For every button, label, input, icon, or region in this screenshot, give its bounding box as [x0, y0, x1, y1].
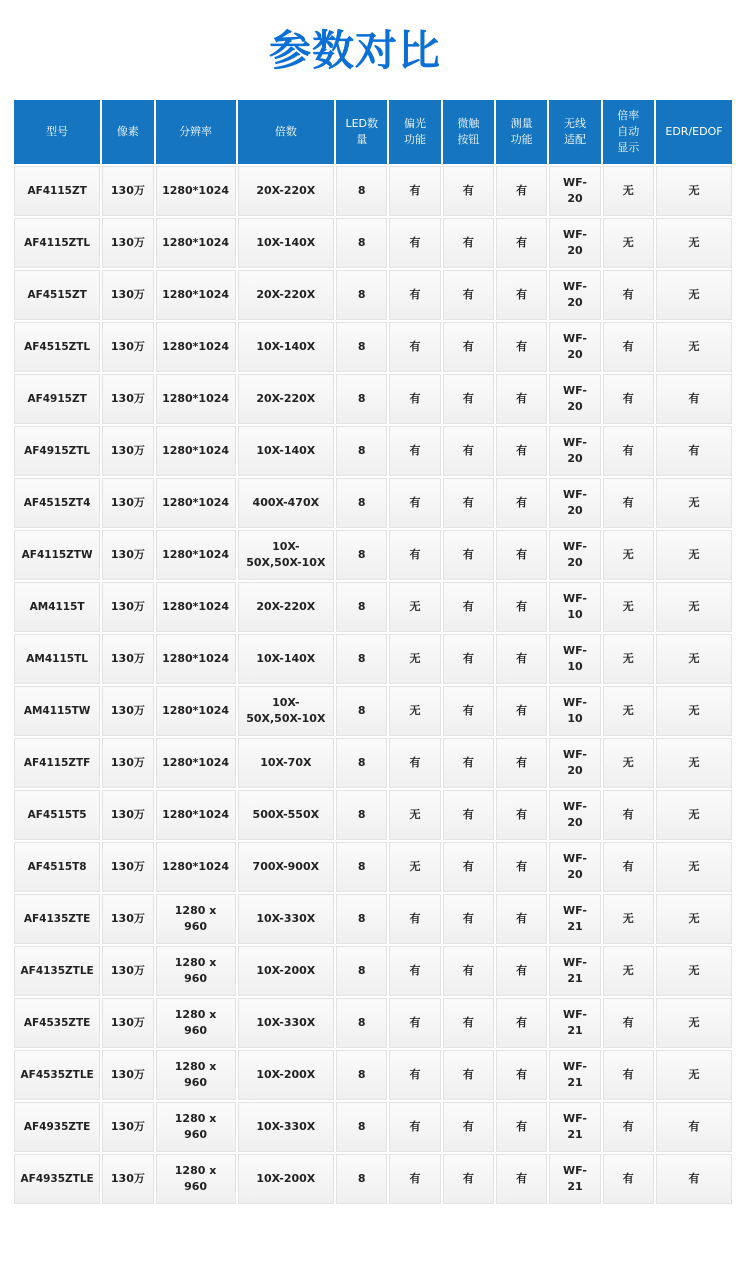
- table-row: [14, 374, 732, 424]
- cell-pixels: 130万: [102, 842, 153, 892]
- cell-polarizer: 无: [389, 582, 440, 632]
- cell-resolution: 1280*1024: [156, 530, 236, 580]
- cell-auto-magnification-display: 有: [603, 1102, 654, 1152]
- cell-pixels: 130万: [102, 634, 153, 684]
- cell-auto-magnification-display: 有: [603, 426, 654, 476]
- cell-measurement: 有: [496, 738, 547, 788]
- cell-led-count: 8: [336, 374, 387, 424]
- cell-model: AF4515T8: [14, 842, 100, 892]
- header-row: [14, 100, 732, 164]
- cell-auto-magnification-display: 无: [603, 946, 654, 996]
- cell-pixels: 130万: [102, 738, 153, 788]
- cell-polarizer: 有: [389, 322, 440, 372]
- cell-measurement: 有: [496, 582, 547, 632]
- cell-auto-magnification-display: 有: [603, 270, 654, 320]
- table-row: [14, 634, 732, 684]
- column-header-led-count: LED数 量: [336, 100, 387, 164]
- cell-edr-edof: 有: [656, 374, 732, 424]
- cell-auto-magnification-display: 有: [603, 842, 654, 892]
- cell-model: AF4535ZTLE: [14, 1050, 100, 1100]
- table-row: [14, 1050, 732, 1100]
- cell-resolution: 1280*1024: [156, 478, 236, 528]
- table-row: [14, 218, 732, 268]
- column-header-auto-magnification-display: 倍率 自动 显示: [603, 100, 654, 164]
- cell-measurement: 有: [496, 270, 547, 320]
- cell-edr-edof: 无: [656, 530, 732, 580]
- cell-polarizer: 有: [389, 426, 440, 476]
- cell-model: AM4115T: [14, 582, 100, 632]
- cell-pixels: 130万: [102, 1050, 153, 1100]
- cell-measurement: 有: [496, 842, 547, 892]
- cell-auto-magnification-display: 有: [603, 1050, 654, 1100]
- cell-measurement: 有: [496, 426, 547, 476]
- cell-model: AF4915ZT: [14, 374, 100, 424]
- cell-led-count: 8: [336, 894, 387, 944]
- cell-micro-touch-button: 有: [443, 790, 494, 840]
- cell-edr-edof: 无: [656, 1050, 732, 1100]
- table-row: [14, 582, 732, 632]
- cell-edr-edof: 无: [656, 686, 732, 736]
- cell-pixels: 130万: [102, 790, 153, 840]
- cell-magnification: 10X-330X: [238, 894, 334, 944]
- cell-wireless-adapter: WF- 21: [549, 1050, 600, 1100]
- cell-auto-magnification-display: 无: [603, 530, 654, 580]
- cell-pixels: 130万: [102, 218, 153, 268]
- cell-magnification: 10X-140X: [238, 218, 334, 268]
- cell-resolution: 1280*1024: [156, 738, 236, 788]
- cell-model: AF4515ZT4: [14, 478, 100, 528]
- cell-led-count: 8: [336, 790, 387, 840]
- cell-wireless-adapter: WF- 20: [549, 322, 600, 372]
- cell-auto-magnification-display: 有: [603, 998, 654, 1048]
- cell-magnification: 10X-330X: [238, 998, 334, 1048]
- cell-auto-magnification-display: 无: [603, 738, 654, 788]
- cell-polarizer: 有: [389, 738, 440, 788]
- table-row: [14, 842, 732, 892]
- cell-micro-touch-button: 有: [443, 634, 494, 684]
- cell-wireless-adapter: WF- 10: [549, 686, 600, 736]
- cell-model: AF4115ZTF: [14, 738, 100, 788]
- cell-pixels: 130万: [102, 1102, 153, 1152]
- table-row: [14, 946, 732, 996]
- cell-edr-edof: 无: [656, 218, 732, 268]
- cell-pixels: 130万: [102, 582, 153, 632]
- cell-wireless-adapter: WF- 20: [549, 478, 600, 528]
- cell-polarizer: 有: [389, 374, 440, 424]
- table-body: [14, 166, 732, 1204]
- cell-edr-edof: 无: [656, 738, 732, 788]
- cell-polarizer: 有: [389, 270, 440, 320]
- cell-resolution: 1280*1024: [156, 426, 236, 476]
- cell-magnification: 10X-140X: [238, 322, 334, 372]
- cell-magnification: 10X- 50X,50X-10X: [238, 530, 334, 580]
- cell-model: AF4935ZTLE: [14, 1154, 100, 1204]
- cell-wireless-adapter: WF- 10: [549, 634, 600, 684]
- cell-auto-magnification-display: 无: [603, 686, 654, 736]
- table-row: [14, 322, 732, 372]
- cell-pixels: 130万: [102, 946, 153, 996]
- cell-wireless-adapter: WF- 21: [549, 1102, 600, 1152]
- cell-wireless-adapter: WF- 20: [549, 166, 600, 216]
- cell-led-count: 8: [336, 738, 387, 788]
- cell-edr-edof: 有: [656, 426, 732, 476]
- table-row: [14, 686, 732, 736]
- cell-resolution: 1280*1024: [156, 842, 236, 892]
- cell-measurement: 有: [496, 478, 547, 528]
- cell-edr-edof: 无: [656, 270, 732, 320]
- cell-led-count: 8: [336, 270, 387, 320]
- cell-pixels: 130万: [102, 894, 153, 944]
- cell-auto-magnification-display: 无: [603, 166, 654, 216]
- column-header-resolution: 分辨率: [156, 100, 236, 164]
- cell-resolution: 1280*1024: [156, 270, 236, 320]
- cell-measurement: 有: [496, 1154, 547, 1204]
- cell-resolution: 1280 x 960: [156, 1154, 236, 1204]
- column-header-magnification: 倍数: [238, 100, 334, 164]
- cell-measurement: 有: [496, 634, 547, 684]
- cell-led-count: 8: [336, 322, 387, 372]
- cell-led-count: 8: [336, 998, 387, 1048]
- cell-measurement: 有: [496, 998, 547, 1048]
- cell-led-count: 8: [336, 478, 387, 528]
- column-header-edr-edof: EDR/EDOF: [656, 100, 732, 164]
- cell-resolution: 1280*1024: [156, 686, 236, 736]
- cell-wireless-adapter: WF- 20: [549, 530, 600, 580]
- cell-wireless-adapter: WF- 20: [549, 270, 600, 320]
- cell-led-count: 8: [336, 1102, 387, 1152]
- cell-edr-edof: 无: [656, 894, 732, 944]
- cell-measurement: 有: [496, 530, 547, 580]
- cell-micro-touch-button: 有: [443, 894, 494, 944]
- cell-polarizer: 有: [389, 530, 440, 580]
- cell-micro-touch-button: 有: [443, 166, 494, 216]
- cell-resolution: 1280*1024: [156, 634, 236, 684]
- cell-edr-edof: 无: [656, 946, 732, 996]
- cell-micro-touch-button: 有: [443, 946, 494, 996]
- cell-auto-magnification-display: 无: [603, 894, 654, 944]
- cell-magnification: 500X-550X: [238, 790, 334, 840]
- table-row: [14, 790, 732, 840]
- cell-wireless-adapter: WF- 20: [549, 218, 600, 268]
- cell-led-count: 8: [336, 946, 387, 996]
- column-header-model: 型号: [14, 100, 100, 164]
- cell-led-count: 8: [336, 842, 387, 892]
- table-header: [14, 100, 732, 164]
- cell-pixels: 130万: [102, 166, 153, 216]
- cell-magnification: 20X-220X: [238, 166, 334, 216]
- cell-edr-edof: 无: [656, 790, 732, 840]
- cell-polarizer: 无: [389, 686, 440, 736]
- cell-resolution: 1280 x 960: [156, 1102, 236, 1152]
- table-row: [14, 530, 732, 580]
- cell-wireless-adapter: WF- 20: [549, 426, 600, 476]
- cell-edr-edof: 无: [656, 478, 732, 528]
- cell-resolution: 1280*1024: [156, 790, 236, 840]
- cell-wireless-adapter: WF- 10: [549, 582, 600, 632]
- cell-magnification: 20X-220X: [238, 374, 334, 424]
- cell-magnification: 10X-200X: [238, 1154, 334, 1204]
- cell-magnification: 400X-470X: [238, 478, 334, 528]
- cell-wireless-adapter: WF- 21: [549, 1154, 600, 1204]
- cell-polarizer: 无: [389, 634, 440, 684]
- cell-auto-magnification-display: 无: [603, 582, 654, 632]
- cell-wireless-adapter: WF- 20: [549, 738, 600, 788]
- cell-resolution: 1280*1024: [156, 218, 236, 268]
- cell-pixels: 130万: [102, 530, 153, 580]
- cell-auto-magnification-display: 有: [603, 1154, 654, 1204]
- cell-model: AF4915ZTL: [14, 426, 100, 476]
- cell-polarizer: 有: [389, 166, 440, 216]
- cell-led-count: 8: [336, 1154, 387, 1204]
- cell-polarizer: 有: [389, 218, 440, 268]
- cell-model: AF4515ZTL: [14, 322, 100, 372]
- cell-polarizer: 有: [389, 946, 440, 996]
- cell-auto-magnification-display: 有: [603, 478, 654, 528]
- cell-wireless-adapter: WF- 21: [549, 946, 600, 996]
- cell-led-count: 8: [336, 166, 387, 216]
- cell-polarizer: 无: [389, 842, 440, 892]
- cell-model: AF4515ZT: [14, 270, 100, 320]
- cell-edr-edof: 无: [656, 634, 732, 684]
- cell-micro-touch-button: 有: [443, 998, 494, 1048]
- cell-magnification: 10X-140X: [238, 426, 334, 476]
- cell-wireless-adapter: WF- 21: [549, 998, 600, 1048]
- cell-micro-touch-button: 有: [443, 1102, 494, 1152]
- cell-micro-touch-button: 有: [443, 1154, 494, 1204]
- cell-model: AF4135ZTE: [14, 894, 100, 944]
- column-header-wireless-adapter: 无线 适配: [549, 100, 600, 164]
- cell-micro-touch-button: 有: [443, 270, 494, 320]
- cell-edr-edof: 无: [656, 582, 732, 632]
- cell-edr-edof: 无: [656, 842, 732, 892]
- cell-magnification: 10X-140X: [238, 634, 334, 684]
- cell-micro-touch-button: 有: [443, 374, 494, 424]
- cell-magnification: 10X-200X: [238, 1050, 334, 1100]
- cell-led-count: 8: [336, 218, 387, 268]
- cell-led-count: 8: [336, 686, 387, 736]
- cell-magnification: 10X-70X: [238, 738, 334, 788]
- cell-pixels: 130万: [102, 478, 153, 528]
- cell-magnification: 20X-220X: [238, 270, 334, 320]
- column-header-pixels: 像素: [102, 100, 153, 164]
- cell-edr-edof: 无: [656, 166, 732, 216]
- cell-wireless-adapter: WF- 20: [549, 374, 600, 424]
- cell-model: AF4115ZTW: [14, 530, 100, 580]
- cell-polarizer: 有: [389, 478, 440, 528]
- table-row: [14, 166, 732, 216]
- cell-resolution: 1280 x 960: [156, 998, 236, 1048]
- cell-measurement: 有: [496, 946, 547, 996]
- table-row: [14, 1154, 732, 1204]
- table-row: [14, 998, 732, 1048]
- cell-measurement: 有: [496, 166, 547, 216]
- cell-resolution: 1280*1024: [156, 322, 236, 372]
- cell-polarizer: 有: [389, 1102, 440, 1152]
- cell-micro-touch-button: 有: [443, 426, 494, 476]
- cell-led-count: 8: [336, 530, 387, 580]
- cell-polarizer: 有: [389, 998, 440, 1048]
- cell-model: AM4115TW: [14, 686, 100, 736]
- cell-magnification: 10X-330X: [238, 1102, 334, 1152]
- cell-model: AF4115ZTL: [14, 218, 100, 268]
- cell-auto-magnification-display: 有: [603, 790, 654, 840]
- table-row: [14, 426, 732, 476]
- cell-pixels: 130万: [102, 998, 153, 1048]
- cell-micro-touch-button: 有: [443, 478, 494, 528]
- cell-pixels: 130万: [102, 322, 153, 372]
- cell-micro-touch-button: 有: [443, 582, 494, 632]
- cell-measurement: 有: [496, 1050, 547, 1100]
- cell-edr-edof: 有: [656, 1102, 732, 1152]
- cell-measurement: 有: [496, 894, 547, 944]
- cell-model: AF4115ZT: [14, 166, 100, 216]
- cell-led-count: 8: [336, 426, 387, 476]
- cell-measurement: 有: [496, 790, 547, 840]
- table-row: [14, 478, 732, 528]
- cell-measurement: 有: [496, 218, 547, 268]
- cell-auto-magnification-display: 有: [603, 374, 654, 424]
- cell-micro-touch-button: 有: [443, 530, 494, 580]
- table-row: [14, 1102, 732, 1152]
- cell-measurement: 有: [496, 686, 547, 736]
- cell-magnification: 10X- 50X,50X-10X: [238, 686, 334, 736]
- cell-model: AF4515T5: [14, 790, 100, 840]
- cell-pixels: 130万: [102, 1154, 153, 1204]
- cell-resolution: 1280 x 960: [156, 1050, 236, 1100]
- cell-wireless-adapter: WF- 21: [549, 894, 600, 944]
- cell-micro-touch-button: 有: [443, 1050, 494, 1100]
- cell-micro-touch-button: 有: [443, 218, 494, 268]
- cell-resolution: 1280*1024: [156, 166, 236, 216]
- cell-model: AF4535ZTE: [14, 998, 100, 1048]
- cell-pixels: 130万: [102, 686, 153, 736]
- cell-polarizer: 有: [389, 894, 440, 944]
- cell-polarizer: 无: [389, 790, 440, 840]
- cell-resolution: 1280 x 960: [156, 894, 236, 944]
- cell-magnification: 700X-900X: [238, 842, 334, 892]
- cell-polarizer: 有: [389, 1154, 440, 1204]
- cell-auto-magnification-display: 有: [603, 322, 654, 372]
- cell-pixels: 130万: [102, 426, 153, 476]
- cell-model: AF4935ZTE: [14, 1102, 100, 1152]
- table-row: [14, 738, 732, 788]
- cell-edr-edof: 无: [656, 998, 732, 1048]
- cell-led-count: 8: [336, 634, 387, 684]
- cell-auto-magnification-display: 无: [603, 218, 654, 268]
- column-header-micro-touch-button: 微触 按钮: [443, 100, 494, 164]
- cell-resolution: 1280*1024: [156, 374, 236, 424]
- cell-resolution: 1280*1024: [156, 582, 236, 632]
- cell-micro-touch-button: 有: [443, 686, 494, 736]
- cell-measurement: 有: [496, 322, 547, 372]
- table-row: [14, 270, 732, 320]
- cell-edr-edof: 有: [656, 1154, 732, 1204]
- column-header-measurement: 测量 功能: [496, 100, 547, 164]
- cell-polarizer: 有: [389, 1050, 440, 1100]
- cell-micro-touch-button: 有: [443, 322, 494, 372]
- cell-model: AM4115TL: [14, 634, 100, 684]
- column-header-polarizer: 偏光 功能: [389, 100, 440, 164]
- spec-comparison-table: [12, 98, 734, 1206]
- cell-led-count: 8: [336, 582, 387, 632]
- cell-micro-touch-button: 有: [443, 738, 494, 788]
- cell-edr-edof: 无: [656, 322, 732, 372]
- cell-micro-touch-button: 有: [443, 842, 494, 892]
- cell-magnification: 10X-200X: [238, 946, 334, 996]
- cell-resolution: 1280 x 960: [156, 946, 236, 996]
- cell-led-count: 8: [336, 1050, 387, 1100]
- cell-pixels: 130万: [102, 270, 153, 320]
- table-row: [14, 894, 732, 944]
- cell-magnification: 20X-220X: [238, 582, 334, 632]
- cell-auto-magnification-display: 无: [603, 634, 654, 684]
- cell-wireless-adapter: WF- 20: [549, 790, 600, 840]
- cell-measurement: 有: [496, 374, 547, 424]
- cell-wireless-adapter: WF- 20: [549, 842, 600, 892]
- spec-comparison-table-container: [12, 98, 734, 1206]
- cell-pixels: 130万: [102, 374, 153, 424]
- cell-model: AF4135ZTLE: [14, 946, 100, 996]
- cell-measurement: 有: [496, 1102, 547, 1152]
- page-title: 参数对比: [268, 26, 441, 75]
